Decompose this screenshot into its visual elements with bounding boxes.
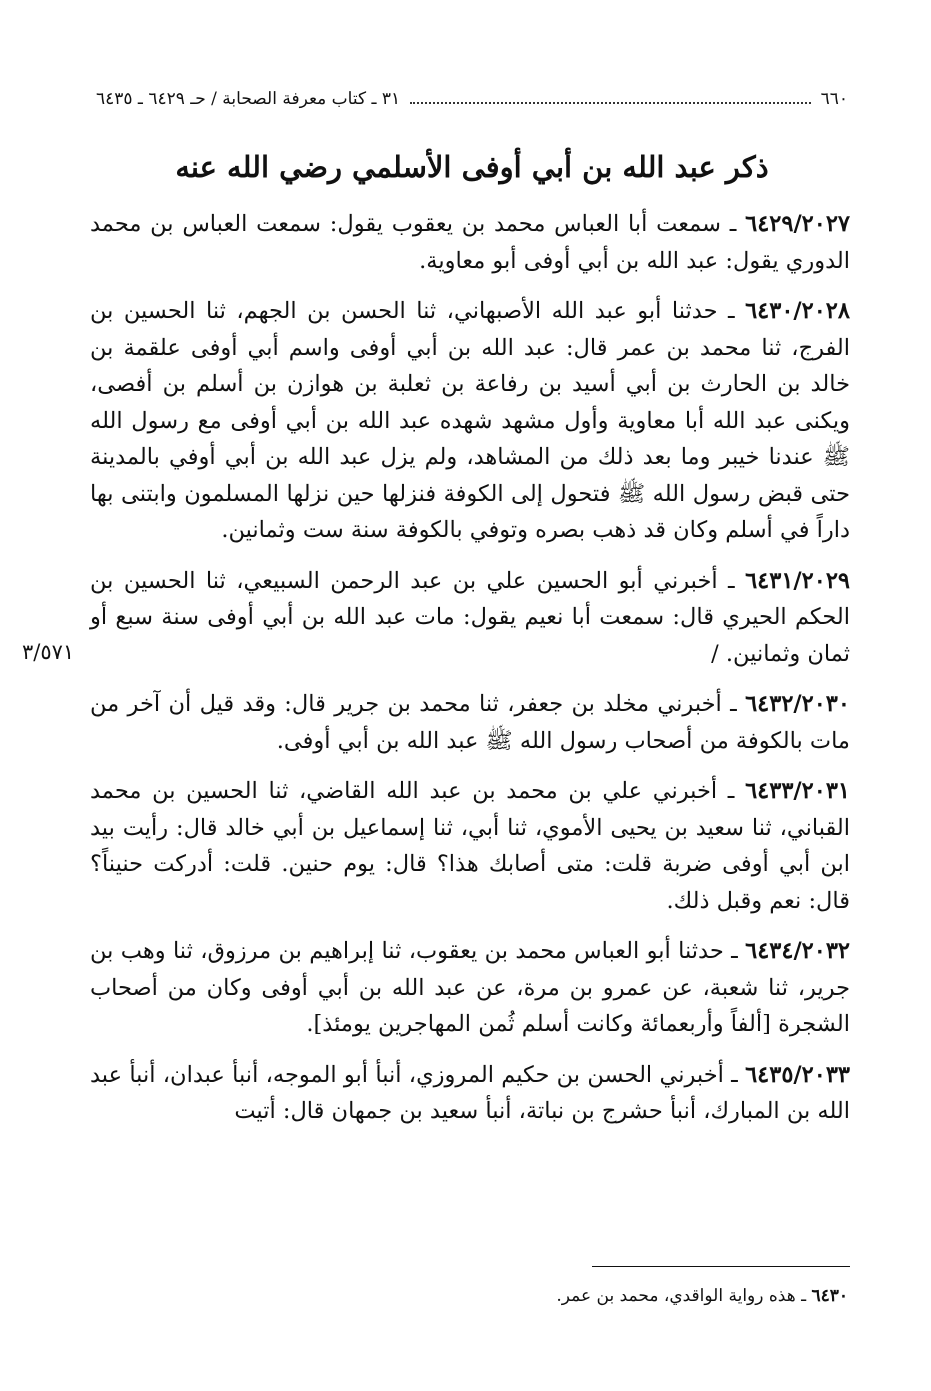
footnote-divider <box>592 1266 850 1267</box>
hadith-text: حدثنا أبو عبد الله الأصبهاني، ثنا الحسن بن الجهم، ثنا الحسين بن الفرج، ثنا محمد بن عمر قال: عبد الله بن أبي أوفى واسم أبي أوفى علقمة بن خالد بن الحارث بن أبي أسيد بن رفاعة بن ثعلبة بن هوازن بن أسلم بن أفصى، ويكنى عبد الله أبا معاوية وأول مشهد شهده عبد الله بن أبي أوفى مع رسول الله ﷺ عندنا خيبر وما بعد ذلك من المشاهد، ولم يزل عبد الله بن أبي أوفي بالمدينة حتى قبض رسول الله ﷺ فتحول إلى الكوفة فنزلها حين نزلها المسلمون وابتنى بها داراً في أسلم وكان قد ذهب بصره وتوفي بالكوفة سنة ست وثمانين. <box>90 298 850 543</box>
hadith-number: ٦٤٣٥/٢٠٣٣ <box>745 1061 850 1088</box>
hadith-number: ٦٤٣٣/٢٠٣١ <box>745 778 850 804</box>
volume-page-reference: ٣/٥٧١ <box>22 639 75 664</box>
hadith-list <box>22 206 851 1144</box>
hadith-entry: ٦٤٣٥/٢٠٣٣ ـ أخبرني الحسن بن حكيم المروزي، أنبأ أبو الموجه، أنبأ عبدان، أنبأ عبد الله بن المبارك، أنبأ حشرج بن نباتة، أنبأ سعيد بن جمهان قال: أتيت <box>90 1061 850 1124</box>
hadith-entry: ٦٤٣١/٢٠٢٩ ـ أخبرني أبو الحسين علي بن عبد الرحمن السبيعي، ثنا الحسين بن الحكم الحيري قال: سمعت أبا نعيم يقول: مات عبد الله بن أبي أوفى سنة سبع أو ثمان وثمانين. / ٣/٥٧١ <box>90 563 850 673</box>
hadith-number: ٦٤٣٠/٢٠٢٨ <box>745 298 850 324</box>
hadith-text: أخبرني أبو الحسين علي بن عبد الرحمن السبيعي، ثنا الحسين بن الحكم الحيري قال: سمعت أبا نعيم يقول: مات عبد الله بن أبي أوفى سنة سبع أو ثمان وثمانين. / <box>90 567 850 667</box>
hadith-text: سمعت أبا العباس محمد بن يعقوب يقول: سمعت العباس بن محمد الدوري يقول: عبد الله بن أبي أوفى أبو معاوية. <box>90 211 850 274</box>
hadith-entry: ٦٤٣٢/٢٠٣٠ ـ أخبرني مخلد بن جعفر، ثنا محمد بن جرير قال: وقد قيل أن آخر من مات بالكوفة من أصحاب رسول الله ﷺ عبد الله بن أبي أوفى. <box>90 691 850 754</box>
hadith-text: أخبرني مخلد بن جعفر، ثنا محمد بن جرير قال: وقد قيل أن آخر من مات بالكوفة من أصحاب رسول الله ﷺ عبد الله بن أبي أوفى. <box>90 691 850 754</box>
chapter-title: ذكر عبد الله بن أبي أوفى الأسلمي رضي الله عنه <box>175 150 769 184</box>
hadith-entry: ٦٤٣٤/٢٠٣٢ ـ حدثنا أبو العباس محمد بن يعقوب، ثنا إبراهيم بن مرزوق، ثنا وهب بن جرير، ثنا شعبة، عن عمرو بن مرة، عن عبد الله بن أبي أوفى وكان من أصحاب الشجرة [ألفاً وأربعمائة وكانت أسلم ثُمن المهاجرين يومئذ]. <box>90 938 851 1037</box>
hadith-text: أخبرني علي بن محمد بن عبد الله القاضي، ثنا الحسين بن محمد القباني، ثنا سعيد بن يحيى الأموي، ثنا أبي، ثنا إسماعيل بن أبي خالد قال: رأيت بيد ابن أبي أوفى ضربة قلت: متى أصابك هذا؟ قال: يوم حنين. قلت: أدركت حنيناً؟ قال: نعم وقبل ذلك. <box>90 778 850 914</box>
section-reference: ٣١ ـ كتاب معرفة الصحابة / حـ ٦٤٢٩ ـ ٦٤٣٥ <box>96 89 401 109</box>
running-header <box>96 86 848 112</box>
hadith-number: ٦٤٣٤/٢٠٣٢ <box>745 938 851 964</box>
hadith-text: حدثنا أبو العباس محمد بن يعقوب، ثنا إبراهيم بن مرزوق، ثنا وهب بن جرير، ثنا شعبة، عن عمرو بن مرة، عن عبد الله بن أبي أوفى وكان من أصحاب الشجرة [ألفاً وأربعمائة وكانت أسلم ثُمن المهاجرين يومئذ]. <box>90 938 850 1037</box>
page-number: ٦٦٠ <box>820 89 848 109</box>
hadith-number: ٦٤٢٩/٢٠٢٧ <box>745 211 851 237</box>
footnote-number: ٦٤٣٠ <box>811 1286 848 1306</box>
leader-dots <box>410 88 810 104</box>
hadith-entry: ٦٤٣٠/٢٠٢٨ ـ حدثنا أبو عبد الله الأصبهاني، ثنا الحسن بن الجهم، ثنا الحسين بن الفرج، ثنا محمد بن عمر قال: عبد الله بن أبي أوفى واسم أبي أوفى علقمة بن خالد بن الحارث بن أبي أسيد بن رفاعة بن ثعلبة بن هوازن بن أسلم بن أفصى، ويكنى عبد الله أبا معاوية وأول مشهد شهده عبد الله بن أبي أوفى مع رسول الله ﷺ عندنا خيبر وما بعد ذلك من المشاهد، ولم يزل عبد الله بن أبي أوفي بالمدينة حتى قبض رسول الله ﷺ فتحول إلى الكوفة فنزلها حين نزلها المسلمون وابتنى بها داراً في أسلم وكان قد ذهب بصره وتوفي بالكوفة سنة ست وثمانين. <box>90 298 850 543</box>
hadith-number: ٦٤٣٢/٢٠٣٠ <box>745 691 850 717</box>
footnote: ٦٤٣٠ ـ هذه رواية الواقدي، محمد بن عمر. <box>556 1286 848 1306</box>
hadith-entry: ٦٤٣٣/٢٠٣١ ـ أخبرني علي بن محمد بن عبد الله القاضي، ثنا الحسين بن محمد القباني، ثنا سعيد بن يحيى الأموي، ثنا أبي، ثنا إسماعيل بن أبي خالد قال: رأيت بيد ابن أبي أوفى ضربة قلت: متى أصابك هذا؟ قال: يوم حنين. قلت: أدركت حنيناً؟ قال: نعم وقبل ذلك. <box>90 778 850 914</box>
footnote-text: هذه رواية الواقدي، محمد بن عمر. <box>556 1286 796 1306</box>
hadith-text: أخبرني الحسن بن حكيم المروزي، أنبأ أبو الموجه، أنبأ عبدان، أنبأ عبد الله بن المبارك، أنبأ حشرج بن نباتة، أنبأ سعيد بن جمهان قال: أتيت <box>90 1061 850 1124</box>
hadith-entry: ٦٤٢٩/٢٠٢٧ ـ سمعت أبا العباس محمد بن يعقوب يقول: سمعت العباس بن محمد الدوري يقول: عبد الله بن أبي أوفى أبو معاوية. <box>90 211 851 274</box>
hadith-number: ٦٤٣١/٢٠٢٩ <box>745 567 850 594</box>
